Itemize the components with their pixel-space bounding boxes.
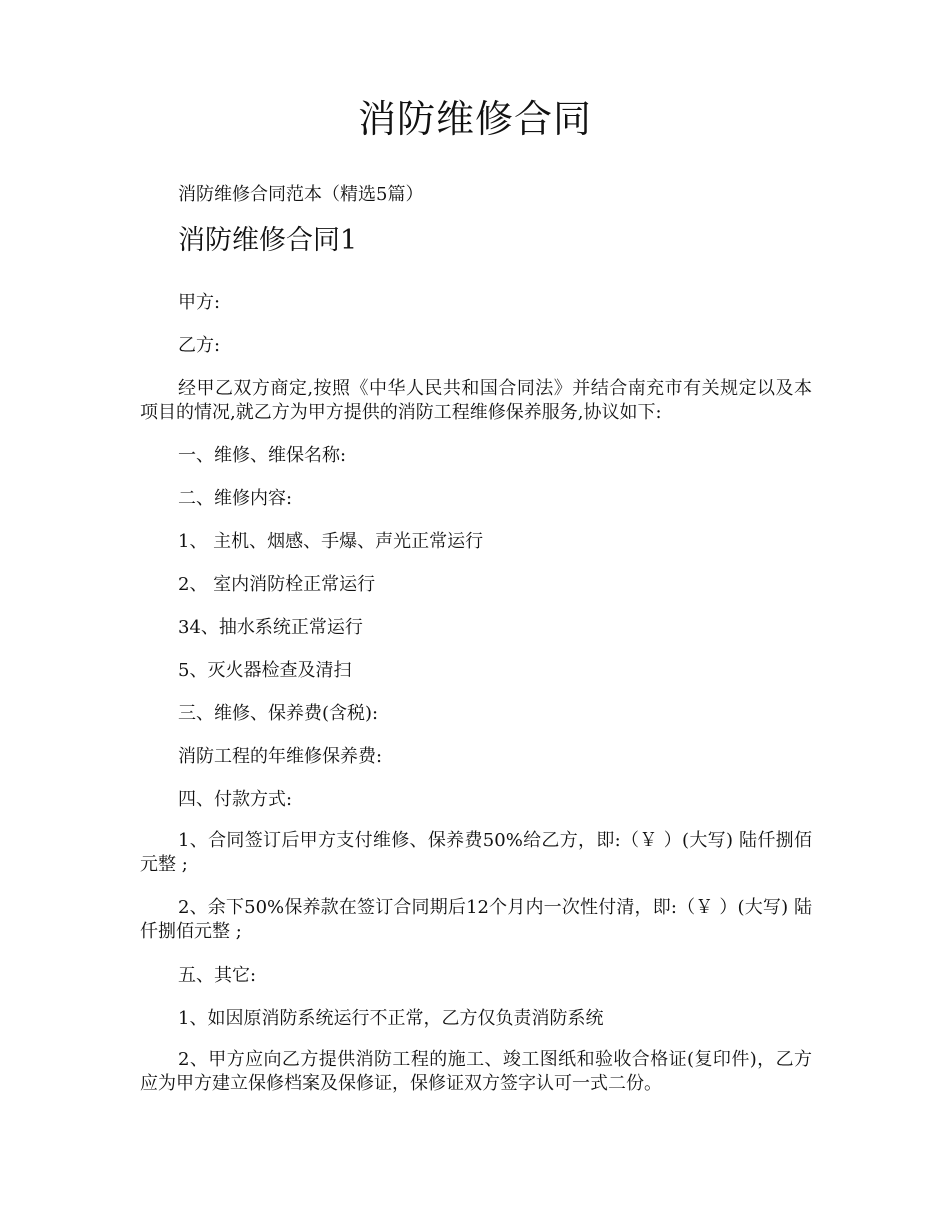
clause-1-heading: 一、维修、维保名称: xyxy=(178,445,347,466)
clause-4-heading: 四、付款方式: xyxy=(178,789,293,810)
other-term-2: 2、甲方应向乙方提供消防工程的施工、竣工图纸和验收合格证(复印件)，乙方应为甲方建立保修档案及保修证，保修证双方签字认可一式二份。 xyxy=(140,1049,812,1094)
maintenance-item-1: 1、 主机、烟感、手爆、声光正常运行 xyxy=(178,531,484,552)
intro-paragraph: 经甲乙双方商定,按照《中华人民共和国合同法》并结合南充市有关规定以及本项目的情况,就乙方为甲方提供的消防工程维修保养服务,协议如下: xyxy=(140,378,812,423)
clause-5-heading: 五、其它: xyxy=(178,965,257,986)
clause-3-heading: 三、维修、保养费(含税): xyxy=(178,703,379,724)
clause-2-heading: 二、维修内容: xyxy=(178,488,293,509)
party-a-label: 甲方: xyxy=(178,292,221,313)
other-term-1: 1、如因原消防系统运行不正常，乙方仅负责消防系统 xyxy=(178,1008,604,1029)
document-title: 消防维修合同 xyxy=(357,97,592,141)
section-heading: 消防维修合同1 xyxy=(178,225,358,256)
annual-fee-line: 消防工程的年维修保养费: xyxy=(178,746,383,767)
payment-term-2: 2、余下50%保养款在签订合同期后12个月内一次性付清，即:（￥ ）(大写) 陆仟捌佰元整 ; xyxy=(140,897,812,942)
party-b-label: 乙方: xyxy=(178,335,221,356)
document-subtitle: 消防维修合同范本（精选5篇） xyxy=(178,184,424,205)
maintenance-item-3: 34、抽水系统正常运行 xyxy=(178,617,363,638)
maintenance-item-4: 5、灭火器检查及清扫 xyxy=(178,660,352,681)
maintenance-item-2: 2、 室内消防栓正常运行 xyxy=(178,574,376,595)
payment-term-1: 1、合同签订后甲方支付维修、保养费50%给乙方，即:（￥ ）(大写) 陆仟捌佰元整 ; xyxy=(140,830,812,875)
